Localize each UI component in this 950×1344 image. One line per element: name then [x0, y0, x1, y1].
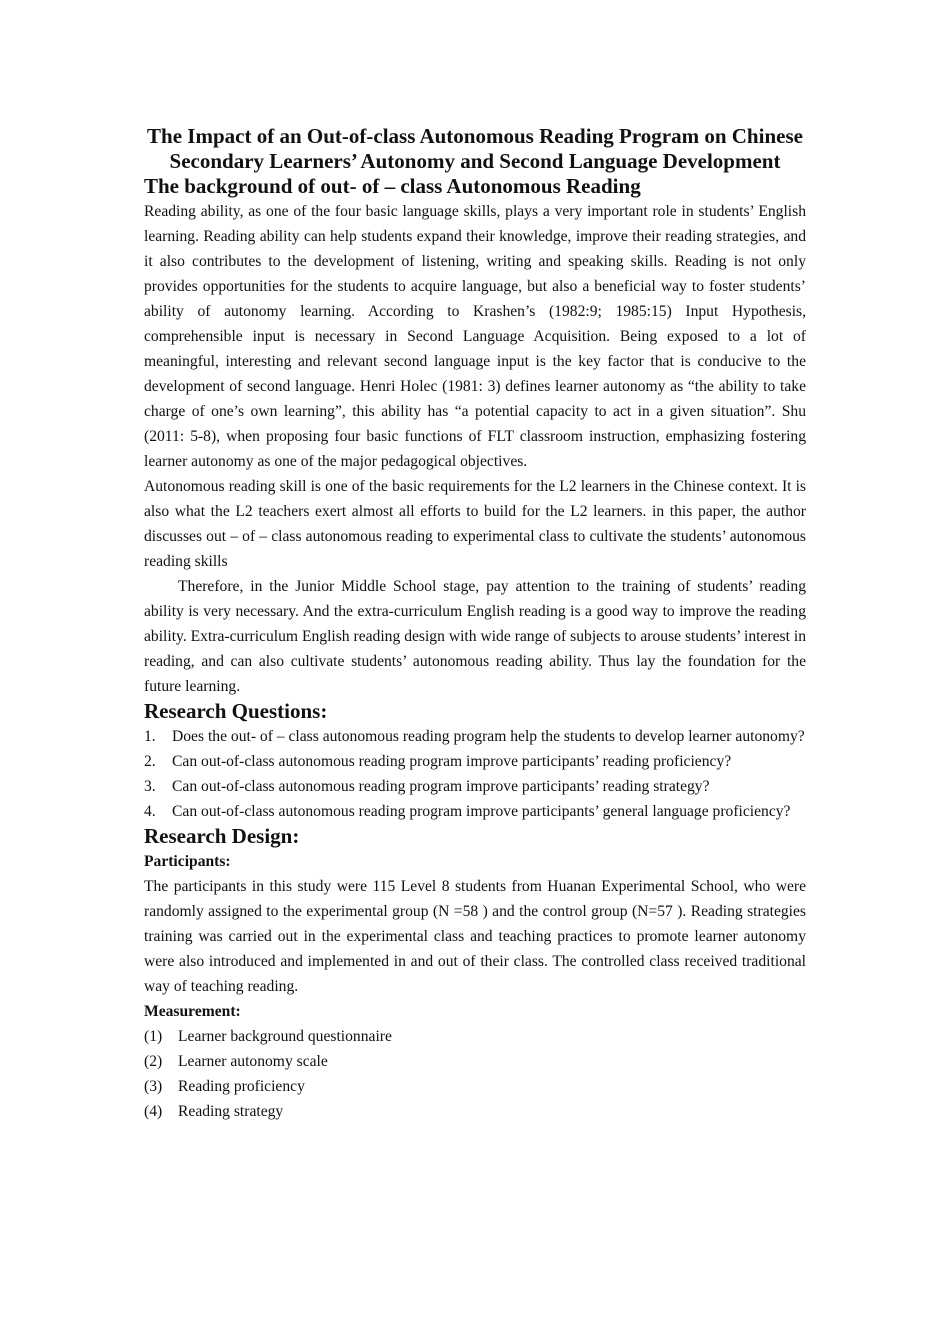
document-title: The Impact of an Out-of-class Autonomous Reading Program on Chinese Secondary Learners’ Autonomy and Second Language Development: [147, 124, 803, 173]
list-item-number: (3): [144, 1078, 163, 1095]
list-item-number: (1): [144, 1028, 163, 1045]
list-item: [144, 774, 806, 799]
measurement-list: [144, 1024, 806, 1124]
list-item-text: Does the out- of – class autonomous reading program help the students to develop learner autonomy?: [172, 728, 805, 745]
list-item: [144, 1024, 806, 1049]
background-paragraph-1: Reading ability, as one of the four basic language skills, plays a very important role in students’ English learning. Reading ability can help students expand their knowledge, improve their reading strategies, and it also contributes to the development of listening, writing and speaking skills. Reading is not only provides opportunities for the students to acquire language, but also a beneficial way to foster students’ ability of autonomy learning. According to Krashen’s (1982:9; 1985:15) Input Hypothesis, comprehensible input is necessary in Second Language Acquisition. Being exposed to a lot of meaningful, interesting and relevant second language input is the key factor that is conducive to the development of second language. Henri Holec (1981: 3) defines learner autonomy as “the ability to take charge of one’s own learning”, this ability has “a potential capacity to act in a given situation”. Shu (2011: 5-8), when proposing four basic functions of FLT classroom instruction, emphasizing fostering learner autonomy as one of the major pedagogical objectives.: [144, 203, 806, 470]
list-item: [144, 1099, 806, 1124]
background-paragraph-3: Therefore, in the Junior Middle School stage, pay attention to the training of students’ reading ability is very necessary. And the extra-curriculum English reading is a good way to improve the reading ability. Extra-curriculum English reading design with wide range of subjects to arouse students’ interest in reading, and can also cultivate students’ autonomous reading ability. Thus lay the foundation for the future learning.: [144, 578, 806, 695]
background-heading: The background of out- of – class Autonomous Reading: [144, 174, 641, 198]
list-item: [144, 1074, 806, 1099]
document-page: [144, 124, 806, 1124]
list-item-text: Can out-of-class autonomous reading program improve participants’ reading strategy?: [172, 778, 710, 795]
research-questions-list: [144, 724, 806, 824]
list-item-text: Learner autonomy scale: [178, 1053, 328, 1070]
research-questions-heading: Research Questions:: [144, 699, 328, 723]
list-item-text: Can out-of-class autonomous reading program improve participants’ general language proficiency?: [172, 803, 791, 820]
list-item: [144, 1049, 806, 1074]
list-item: [144, 724, 806, 749]
list-item-text: Reading proficiency: [178, 1078, 305, 1095]
list-item-text: Can out-of-class autonomous reading program improve participants’ reading proficiency?: [172, 753, 732, 770]
list-item-number: 4.: [144, 803, 156, 820]
list-item: [144, 799, 806, 824]
participants-label: Participants:: [144, 853, 231, 870]
measurement-label: Measurement:: [144, 1003, 241, 1020]
participants-paragraph: The participants in this study were 115 Level 8 students from Huanan Experimental School, who were randomly assigned to the experimental group (N =58 ) and the control group (N=57 ). Reading strategies training was carried out in the experimental class and teaching practices to promote learner autonomy were also introduced and implemented in and out of their class. The controlled class received traditional way of teaching reading.: [144, 878, 806, 995]
list-item-number: 3.: [144, 778, 156, 795]
list-item-text: Learner background questionnaire: [178, 1028, 392, 1045]
list-item: [144, 749, 806, 774]
background-paragraph-2: Autonomous reading skill is one of the basic requirements for the L2 learners in the Chinese context. It is also what the L2 teachers exert almost all efforts to build for the L2 learners. in this paper, the author discusses out – of – class autonomous reading to experimental class to cultivate the students’ autonomous reading skills: [144, 478, 806, 570]
list-item-number: (4): [144, 1103, 163, 1120]
list-item-number: (2): [144, 1053, 163, 1070]
research-design-heading: Research Design:: [144, 824, 300, 848]
list-item-text: Reading strategy: [178, 1103, 284, 1120]
list-item-number: 2.: [144, 753, 156, 770]
list-item-number: 1.: [144, 728, 156, 745]
